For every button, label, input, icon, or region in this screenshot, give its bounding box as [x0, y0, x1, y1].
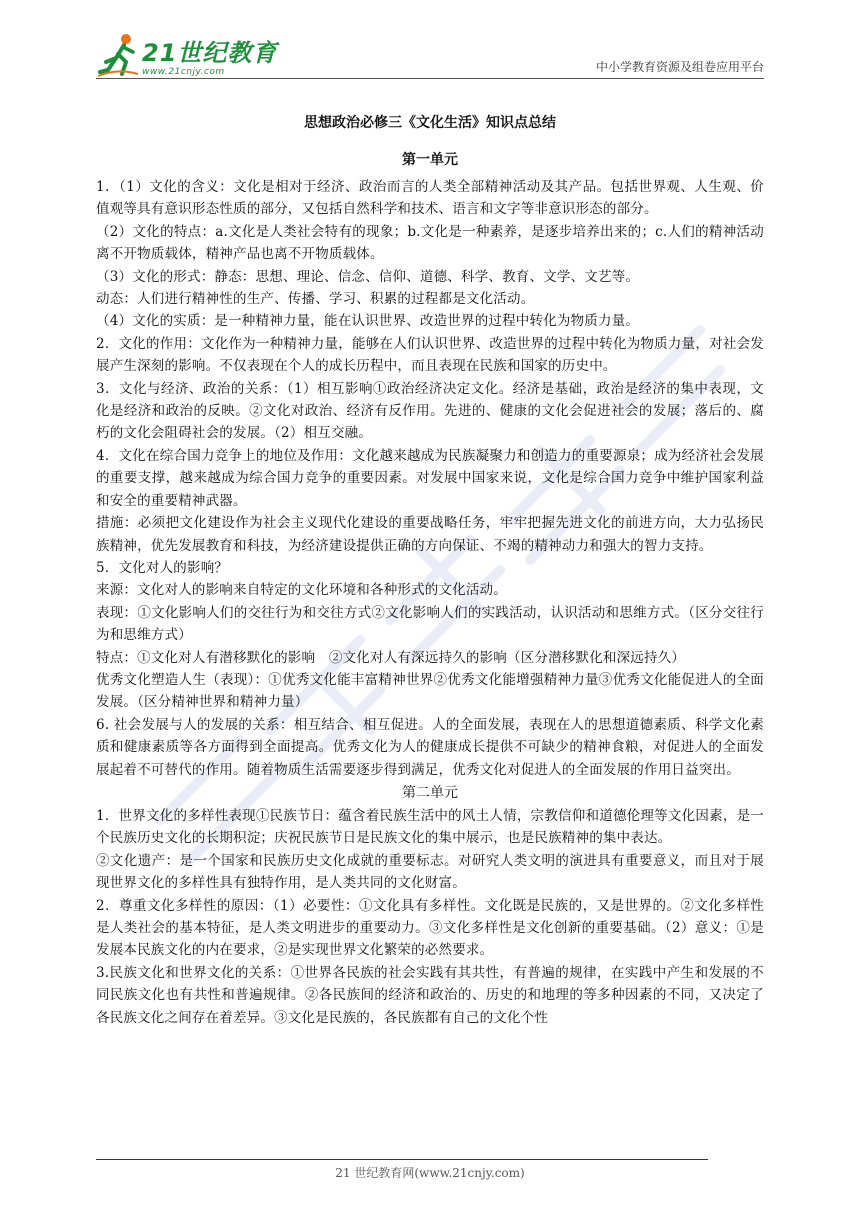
paragraph: 来源：文化对人的影响来自特定的文化环境和各种形式的文化活动。 [96, 582, 507, 599]
logo-title: 21世纪教育 [142, 39, 278, 67]
platform-name: 中小学教育资源及组卷应用平台 [595, 60, 764, 74]
paragraph: 措施：必须把文化建设作为社会主义现代化建设的重要战略任务，牢牢把握先进文化的前进方向，大力弘扬民族精神，优先发展教育和科技，为经济建设提供正确的方向保证、不竭的精神动力和强大的智力支持。 [96, 515, 764, 554]
page-header [96, 28, 764, 80]
paragraph: 表现：①文化影响人们的交往行为和交往方式②文化影响人们的实践活动，认识活动和思维方式。（区分交往行为和思维方式） [96, 604, 764, 644]
paragraph: 1．世界文化的多样性表现①民族节日：蕴含着民族生活中的风土人情，宗教信仰和道德伦理等文化因素，是一个民族历史文化的长期积淀；庆祝民族节日是民族文化的集中展示，也是民族精神的集中表达。 [96, 807, 764, 847]
paragraph: 1．（1）文化的含义：文化是相对于经济、政治而言的人类全部精神活动及其产品。包括世界观、人生观、价值观等具有意识形态性质的部分，又包括自然科学和技术、语言和文字等非意识形态的部分。 [96, 179, 764, 218]
paragraph: 5．文化对人的影响？ [96, 559, 229, 576]
paragraph: 3．文化与经济、政治的关系：（1）相互影响①政治经济决定文化。经济是基础，政治是经济的集中表现，文化是经济和政治的反映。②文化对政治、经济有反作用。先进的、健康的文化会促进社会的发展；落后的、腐朽的文化会阻碍社会的发展。（2）相互交融。 [96, 380, 764, 442]
footer-text: 21 世纪教育网(www.21cnjy.com) [335, 1166, 525, 1180]
document-title: 思想政治必修三《文化生活》知识点总结 [304, 115, 556, 131]
paragraph: ②文化遗产：是一个国家和民族历史文化成就的重要标志。对研究人类文明的演进具有重要意义，而且对于展现世界文化的多样性具有独特作用，是人类共同的文化财富。 [96, 852, 764, 892]
paragraph: （4）文化的实质：是一种精神力量，能在认识世界、改造世界的过程中转化为物质力量。 [96, 313, 640, 330]
paragraph: 2．尊重文化多样性的原因：（1）必要性：①文化具有多样性。文化既是民族的，又是世界的。②文化多样性是人类社会的基本特征，是人类文明进步的重要动力。③文化多样性是文化创新的重要基础。（2）意义：①是发展本民族文化的内在要求，②是实现世界文化繁荣的必然要求。 [96, 897, 764, 959]
unit-two-heading: 第二单元 [402, 784, 458, 801]
footer-divider [96, 1159, 708, 1160]
paragraph: 6. 社会发展与人的发展的关系：相互结合、相互促进。人的全面发展，表现在人的思想道德素质、科学文化素质和健康素质等各方面得到全面提高。优秀文化为人的健康成长提供不可缺少的精神食粮，对促进人的全面发展起着不可替代的作用。随着物质生活需要逐步得到满足，优秀文化对促进人的全面发展的作用日益突出。 [96, 716, 764, 778]
paragraph: （2）文化的特点：a.文化是人类社会特有的现象；b.文化是一种素养，是逐步培养出来的；c.人们的精神活动离不开物质载体，精神产品也离不开物质载体。 [96, 223, 764, 263]
running-figure-icon [96, 32, 140, 78]
paragraph: （3）文化的形式：静态：思想、理论、信念、信仰、道德、科学、教育、文学、文艺等。 [96, 268, 640, 285]
paragraph: 动态：人们进行精神性的生产、传播、学习、积累的过程都是文化活动。 [96, 291, 535, 308]
logo-url: www.21cnjy.com [142, 67, 225, 77]
paragraph: 3.民族文化和世界文化的关系：①世界各民族的社会实践有其共性，有普遍的规律，在实践中产生和发展的不同民族文化也有共性和普遍规律。②各民族间的经济和政治的、历史的和地理的等多种因素的不同，又决定了各民族文化之间存在着差异。③文化是民族的，各民族都有自己的文化个性 [96, 964, 764, 1026]
document-body [96, 110, 764, 1029]
site-logo[interactable] [96, 30, 277, 78]
paragraph: 2．文化的作用：文化作为一种精神力量，能够在人们认识世界、改造世界的过程中转化为物质力量，对社会发展产生深刻的影响。不仅表现在个人的成长历程中，而且表现在民族和国家的历史中。 [96, 335, 764, 375]
paragraph: 特点：①文化对人有潜移默化的影响 ②文化对人有深远持久的影响（区分潜移默化和深远持久） [96, 649, 686, 666]
header-divider [96, 78, 764, 79]
paragraph: 4．文化在综合国力竞争上的地位及作用：文化越来越成为民族凝聚力和创造力的重要源泉；成为经济社会发展的重要支撑，越来越成为综合国力竞争的重要因素。对发展中国家来说，文化是综合国力竞争中维护国家利益和安全的重要精神武器。 [96, 447, 764, 509]
unit-one-heading: 第一单元 [402, 152, 458, 168]
paragraph: 优秀文化塑造人生（表现）：①优秀文化能丰富精神世界②优秀文化能增强精神力量③优秀文化能促进人的全面发展。（区分精神世界和精神力量） [96, 671, 764, 711]
